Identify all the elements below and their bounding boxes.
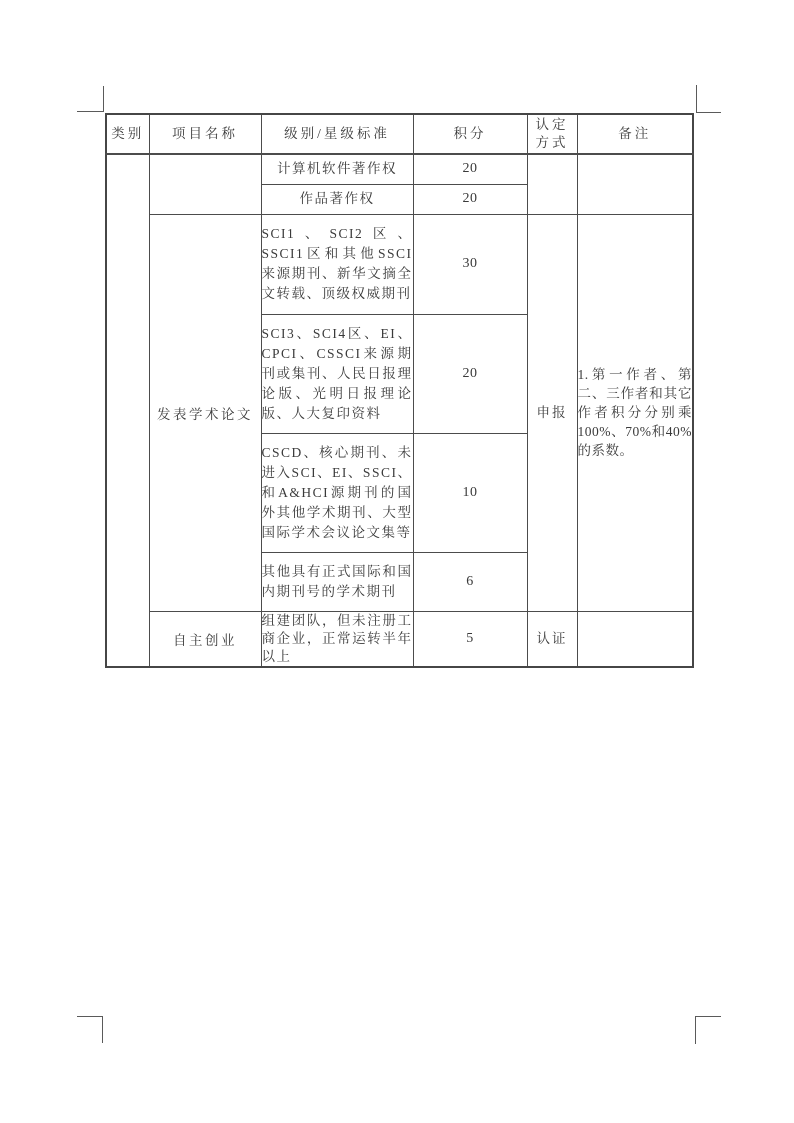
- points-cell: 6: [413, 552, 527, 611]
- project-cell-blank: [149, 154, 261, 214]
- header-category: 类别: [106, 114, 149, 154]
- level-cell: 其他具有正式国际和国内期刊号的学术期刊: [261, 552, 413, 611]
- remark-cell-blank: [577, 154, 693, 214]
- level-cell: SCI1、SCI2区、SSCI1区和其他SSCI来源期刊、新华文摘全文转载、顶级权威期刊: [261, 214, 413, 314]
- category-cell-blank: [106, 154, 149, 667]
- remark-cell-papers: [577, 214, 693, 611]
- level-cell: 组建团队，但未注册工商企业，正常运转半年以上: [261, 611, 413, 667]
- table-row: [106, 611, 693, 667]
- project-cell-papers: 发表学术论文: [149, 214, 261, 611]
- points-cell: 20: [413, 314, 527, 433]
- points-cell: 10: [413, 433, 527, 552]
- level-cell: 作品著作权: [261, 184, 413, 214]
- project-cell-startup: 自主创业: [149, 611, 261, 667]
- table-row: [106, 154, 693, 184]
- header-level-standard: 级别/星级标准: [261, 114, 413, 154]
- crop-mark-top-right-icon: [696, 85, 721, 113]
- points-cell: 30: [413, 214, 527, 314]
- points-cell: 20: [413, 154, 527, 184]
- level-cell: SCI3、SCI4区、EI、CPCI、CSSCI来源期刊或集刊、人民日报理论版、光明日报理论版、人大复印资料: [261, 314, 413, 433]
- method-cell-startup: 认证: [527, 611, 577, 667]
- points-cell: 20: [413, 184, 527, 214]
- table-row: [106, 214, 693, 314]
- header-project-name: 项目名称: [149, 114, 261, 154]
- crop-mark-bottom-right-icon: [695, 1016, 721, 1044]
- remark-cell-blank: [577, 611, 693, 667]
- crop-mark-top-left-icon: [77, 86, 104, 112]
- crop-mark-bottom-left-icon: [77, 1016, 103, 1043]
- table-header-row: [106, 114, 693, 154]
- header-points: 积分: [413, 114, 527, 154]
- method-cell-papers: 申报: [527, 214, 577, 611]
- remark-text: 1.第一作者、第二、三作者和其它作者积分分别乘100%、70%和40%的系数。: [577, 367, 692, 458]
- level-cell: CSCD、核心期刊、未进入SCI、EI、SSCI、和A&HCI源期刊的国外其他学术期刊、大型国际学术会议论文集等: [261, 433, 413, 552]
- level-cell: 计算机软件著作权: [261, 154, 413, 184]
- method-cell-blank: [527, 154, 577, 214]
- header-recognition-method: 认定方式: [527, 114, 577, 154]
- points-cell: 5: [413, 611, 527, 667]
- header-remarks: 备注: [577, 114, 693, 154]
- score-table: [105, 113, 694, 668]
